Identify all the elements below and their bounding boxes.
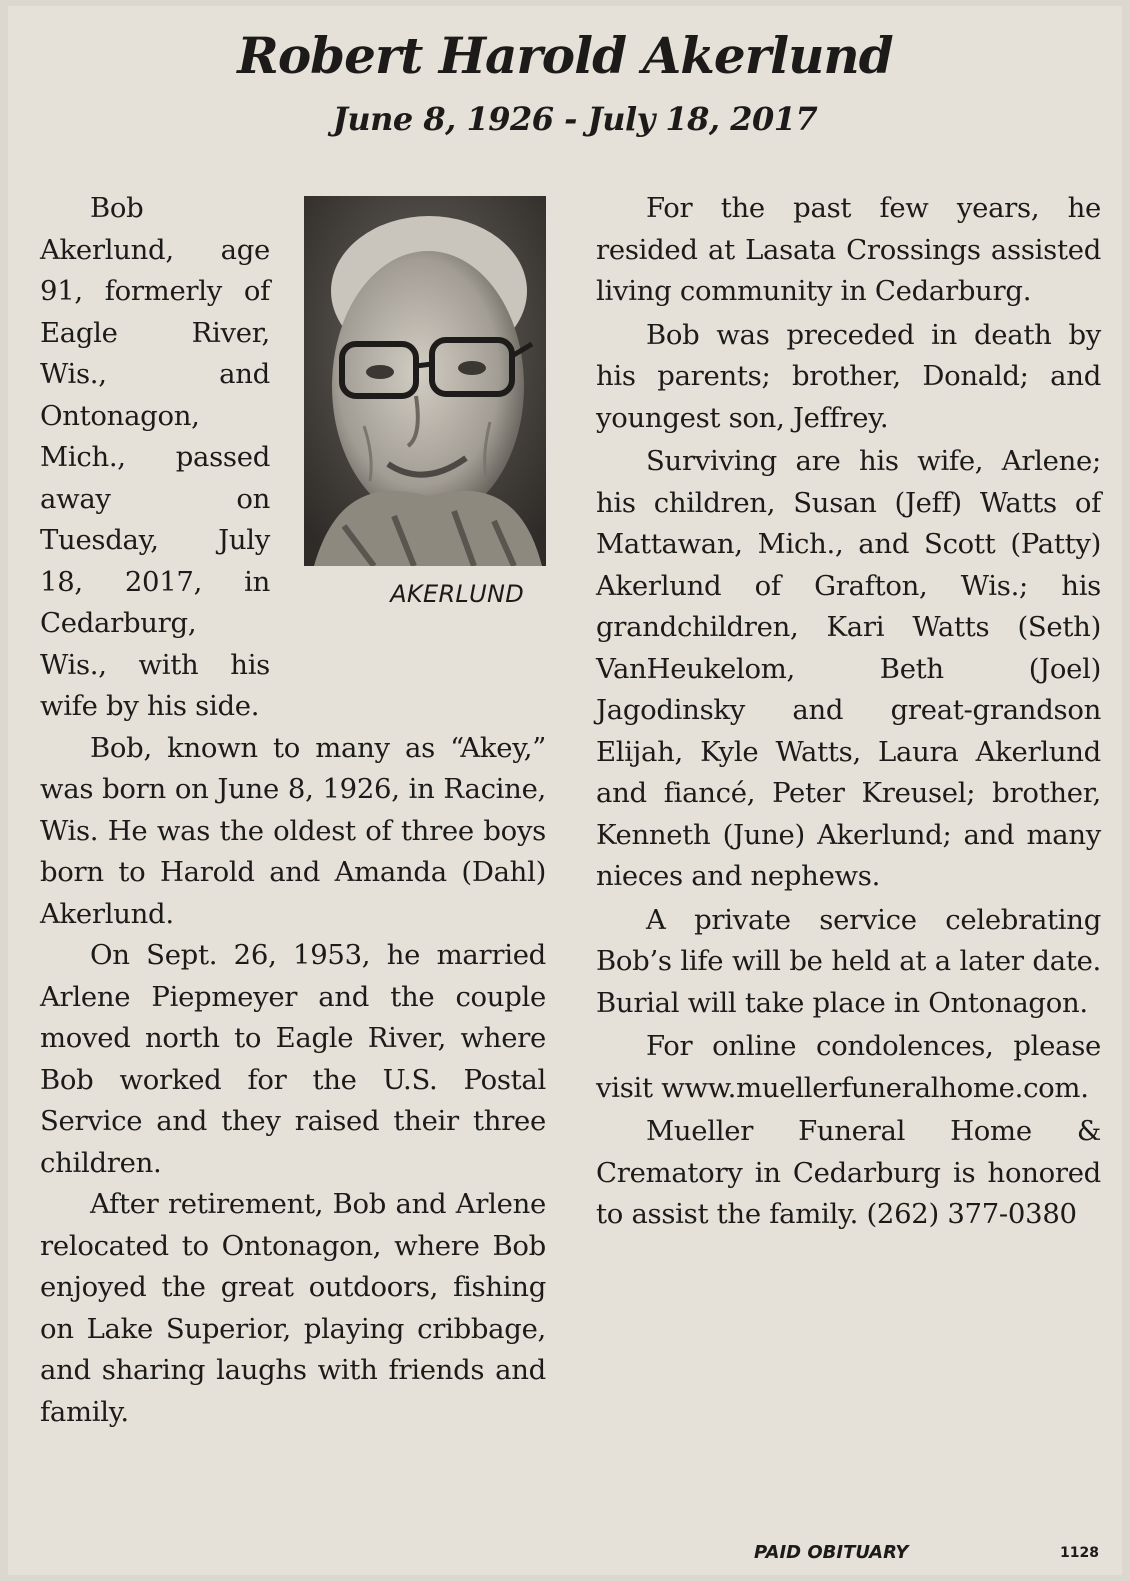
paragraph: Surviving are his wife, Arlene; his children, Susan (Jeff) Watts of Mattawan, Mich., and Scott (Patty) Akerlund of Grafton, Wis.; his grandchildren, Kari Watts (Seth) VanHeukelom, Beth (Joel) Jagodinsky and great-grandson Elijah, Kyle Watts, Laura Akerlund and fiancé, Peter Kreusel; brother, Kenneth (June) Akerlund; and many nieces and nephews. [596,445,1101,892]
paragraph: Bob Akerlund, age 91, formerly of Eagle River, Wis., and Ontonagon, Mich., passed away on Tuesday, July 18, 2017, in Cedarburg, Wis., with his wife by his side. [40,192,270,722]
paragraph: On Sept. 26, 1953, he married Arlene Piepmeyer and the couple moved north to Eagle River, where Bob worked for the U.S. Postal Service and they raised their three children. [40,939,546,1179]
paragraph: After retirement, Bob and Arlene relocated to Ontonagon, where Bob enjoyed the great outdoors, fishing on Lake Superior, playing cribbage, and sharing laughs with friends and family. [40,1188,546,1428]
obituary-name: Robert Harold Akerlund [237,26,893,85]
obituary-dates: June 8, 1926 - July 18, 2017 [332,100,818,138]
left-column [40,188,546,1433]
ad-code: 1128 [1060,1545,1099,1561]
paragraph: For the past few years, he resided at Lasata Crossings assisted living community in Cedarburg. [596,192,1101,307]
right-column [596,188,1101,1238]
paragraph: For online condolences, please visit www.muellerfuneralhome.com. [596,1030,1101,1104]
photo-block [280,188,546,650]
portrait-photo [304,196,546,566]
paragraph: Bob, known to many as “Akey,” was born on June 8, 1926, in Racine, Wis. He was the oldest of three boys born to Harold and Amanda (Dahl) Akerlund. [40,731,546,930]
photo-caption: AKERLUND [390,580,524,608]
paragraph: A private service celebrating Bob’s life will be held at a later date. Burial will take place in Ontonagon. [596,903,1101,1019]
paragraph: Bob was preceded in death by his parents; brother, Donald; and youngest son, Jeffrey. [596,318,1101,434]
paragraph: Mueller Funeral Home & Crematory in Cedarburg is honored to assist the family. (262) 377-0380 [596,1115,1101,1230]
portrait-illustration [304,196,546,566]
paid-obituary-label: PAID OBITUARY [754,1542,909,1563]
